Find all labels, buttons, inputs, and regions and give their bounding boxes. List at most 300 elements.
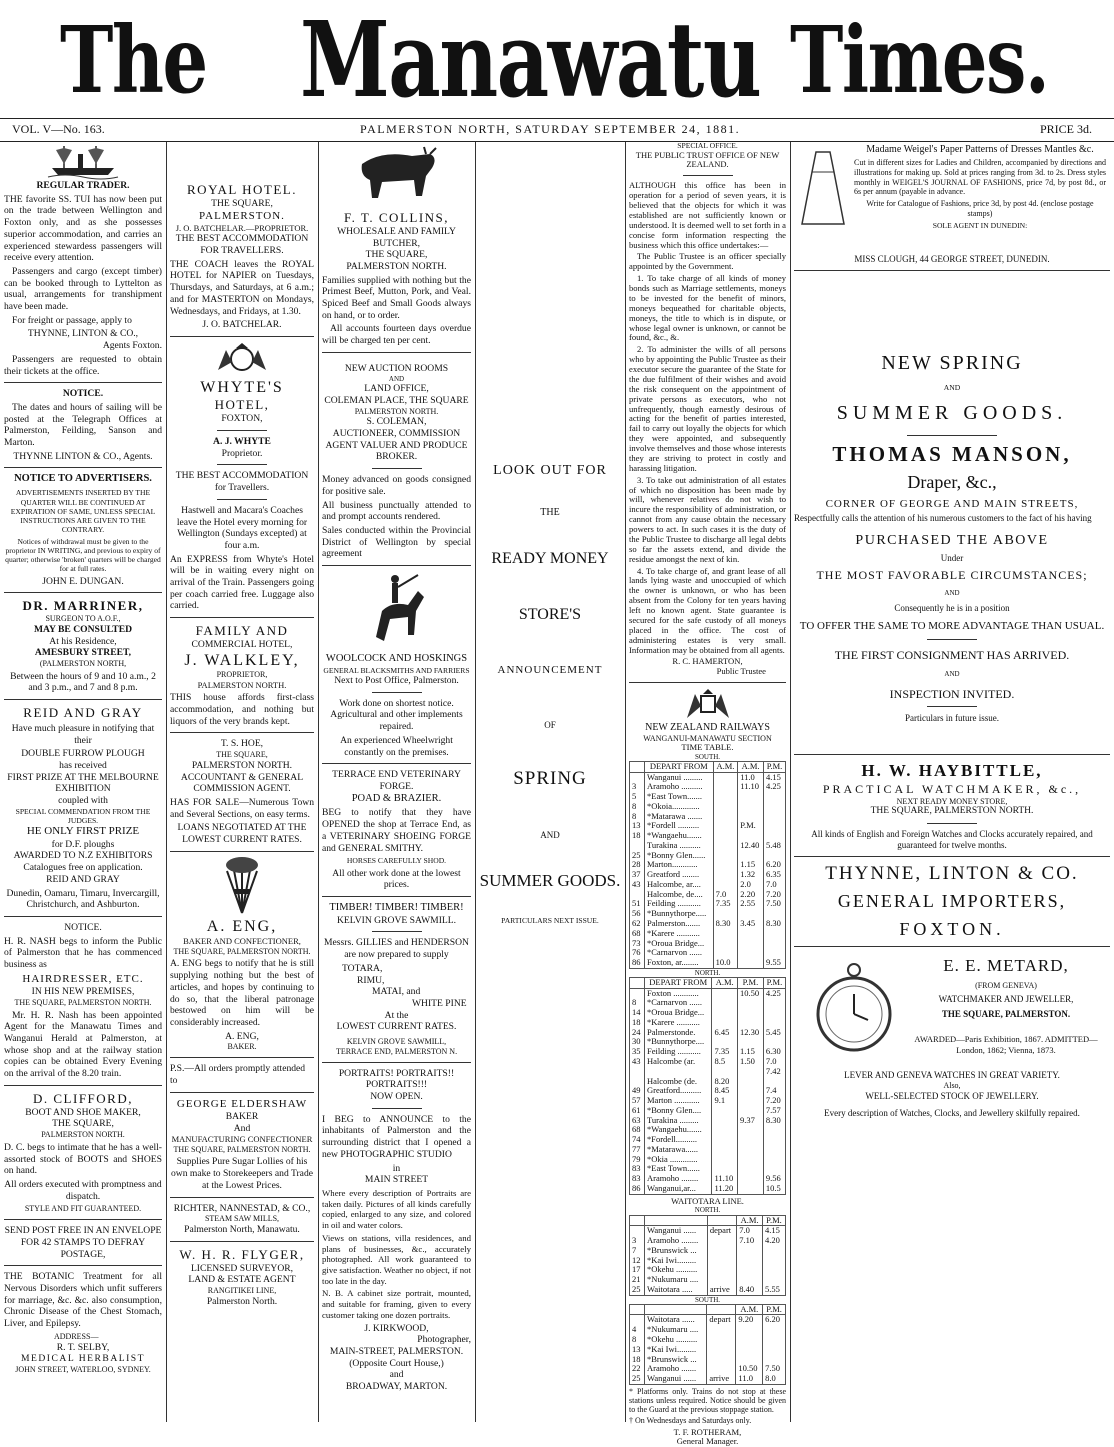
auction-land: LAND OFFICE, [364,383,429,395]
family-text: THIS house affords first-class accommodation, and nothing but liquors of the very brands kept. [170,692,314,727]
timetable-cell [712,1145,738,1155]
reid-catalogues: Catalogues free on application. [23,862,143,874]
timetable-cell: *Okehu .......... [645,1335,707,1345]
timetable-cell [763,1155,785,1165]
timetable-cell: 49 [630,1086,645,1096]
metard-from: (FROM GENEVA) [975,980,1037,990]
timetable-cell: 8.30 [763,1116,785,1126]
woolcock-heading: WOOLCOCK AND HOSKINGS [325,653,468,665]
richter-heading: RICHTER, NANNESTAD, & CO., [173,1202,311,1214]
timetable-cell [712,988,738,998]
col-pm: P.M. [763,1304,786,1315]
timber-text: Messrs. GILLIES and HENDERSON are now prepared to supply [324,937,469,961]
collins-heading: F. T. COLLINS, [343,210,450,225]
reid-towns: Dunedin, Oamaru, Timaru, Invercargill, Christchurch, and Ashburton. [6,887,160,911]
manson-first: THE FIRST CONSIGNMENT HAS ARRIVED. [834,647,1070,662]
timetable-cell [762,1246,785,1256]
reid-coupled: coupled with [58,795,108,807]
hoe-place: PALMERSTON NORTH. [191,759,293,771]
reid-heading: REID AND GRAY [23,705,143,721]
timetable-cell: 18 [630,831,645,841]
timetable-cell: 8 [630,812,645,822]
timetable-cell: Aramoho ........ [645,1236,708,1246]
place-date: PALMERSTON NORTH, SATURDAY SEPTEMBER 24, 1881. [360,122,741,136]
timetable-cell: *Oroua Bridge... [645,1008,712,1018]
portraits-text-3: Views on stations, villa residences, and plans of businesses, &c., accurately photographed. All work guaranteed to give satisfaction. Weather no object, if not too late in the day. [322,1232,471,1286]
timetable-cell: 12.30 [737,1028,763,1038]
botanic-name: R. T. SELBY, [56,1341,110,1353]
timetable-cell: 13 [630,1345,645,1355]
railways-note: * Platforms only. Trains do not stop at these stations unless required. Notice should be given to the Guard at the previous stoppage station. [629,1386,786,1415]
col-pm: P.M. [762,1215,785,1226]
reid-plough: DOUBLE FURROW PLOUGH [21,748,145,760]
timetable-cell [707,1325,736,1335]
timetable-cell [713,821,738,831]
timber-sign: KELVIN GROVE SAWMILL, [346,1037,447,1047]
royal-crest-icon [212,342,272,376]
ready-announcement: ANNOUNCEMENT [497,664,603,677]
timetable-cell [763,1335,786,1345]
timetable-cell: 56 [630,909,645,919]
send-heading: SEND POST FREE IN AN ENVELOPE FOR 42 STAMPS TO DEFRAY POSTAGE, [4,1225,162,1260]
royal-proprietor: J. O. BATCHELAR.—PROPRIETOR. [175,222,309,233]
collins-square: THE SQUARE, [365,249,428,261]
timetable-cell: 8 [630,1335,645,1345]
timetable-cell: 9.1 [712,1096,738,1106]
timetable-cell [707,1246,736,1256]
timetable-cell: Waitotara ...... [645,1315,707,1325]
timetable-cell [707,1345,736,1355]
timetable-cell [712,1155,738,1165]
timetable-cell: *Oroua Bridge... [645,939,714,949]
timetable-cell: 8.20 [712,1077,738,1087]
dress-pattern-icon [798,148,848,228]
timetable-cell: *Okehu .......... [645,1265,708,1275]
ready-and: AND [540,829,560,840]
manson-purchased: PURCHASED THE ABOVE [855,532,1049,548]
timetable-cell: 7.0 [737,1226,763,1236]
timetable-cell [738,958,764,968]
reid-for: for D.F. ploughs [51,838,115,850]
timetable-cell [713,792,738,802]
whyte-text: Hastwell and Macara's Coaches leave the Hotel every morning for Wellington (Sundays excepted) at four a.m. [176,504,308,551]
royal-square: THE SQUARE, [211,197,273,209]
terrace-heading: TERRACE END VETERINARY FORGE. [332,769,461,792]
trader-note: Passengers are requested to obtain their tickets at the office. [4,353,162,377]
masthead-word-manawatu: Manawatu [300,0,761,121]
timetable-cell: *Fordell.......... [645,1135,712,1145]
hoe-text: HAS FOR SALE—Numerous Town and Several Sections, on easy terms. [170,797,314,820]
timetable-cell: Foxton ............ [645,988,712,998]
timetable-cell: 7 [630,1246,645,1256]
eldershaw-baker: BAKER [225,1110,259,1122]
manson-under: Under [940,553,964,564]
timetable-cell: Waitotara ..... [645,1285,708,1295]
timetable-cell: *Carnarvon ...... [645,998,712,1008]
trader-text-2: Passengers and cargo (except timber) can be booked through to Lyttelton as usual, arrangements for transhipment have been made. [4,265,162,313]
timetable-cell: 11.10 [738,782,764,792]
family-place: PALMERSTON NORTH. [197,680,287,690]
metard-also: Also, [943,1080,961,1090]
timetable-cell: 18 [630,1355,645,1365]
portraits-text-2: Where every description of Portraits are taken daily. Pictures of all kinds carefully copied, enlarged to any size, and colored in oil and water colors. [322,1187,471,1231]
timetable-cell [763,1135,785,1145]
timetable-cell: 7.50 [763,1364,786,1374]
timetable-cell: *Karere ........... [645,929,714,939]
richter-place: Palmerston North, Manawatu. [184,1224,300,1236]
timetable-cell: 4.15 [763,772,785,782]
timetable-cell: 68 [630,1125,645,1135]
timetable-cell: 35 [630,1047,645,1057]
nash-square: THE SQUARE, PALMERSTON NORTH. [14,997,152,1007]
woolcock-text-2: An experienced Wheelwright constantly on the premises. [340,734,453,758]
timetable-cell [737,1086,763,1096]
timetable-cell: 6.20 [763,1315,786,1325]
manson-and: AND [944,588,960,597]
timetable-cell: Greatford.......... [645,1086,712,1096]
timetable-cell: 6.45 [712,1028,738,1038]
public-trust-text-4: 2. To administer the wills of all persons who by appointing the Public Trustee as their executor secure the guarantee of the State for the due fulfilment of their wishes and avoid the risk consequent on the appointment of private persons as executors, who not unfrequently, though earnestly desirous of acting for the benefit of parties interested, fail to carry out loyally the objects for which they were appointed, and subsequently involve themselves and those whose interests they are striving to protect in costly and harassing litigation. [629,344,786,473]
timetable-cell: 9.55 [763,958,785,968]
timetable-cell: Halcombe (de. [645,1077,712,1087]
column-1 [4,142,162,1422]
timetable-cell: 3 [630,1236,645,1246]
timetable-cell: 10.50 [737,988,763,998]
timetable-cell: *Nukumaru .... [645,1275,708,1285]
col-pm: P.M. [763,977,785,988]
col-pm: P.M. [763,761,785,772]
timetable-cell: P.M. [738,821,764,831]
timetable-cell: 63 [630,1116,645,1126]
portraits-title: Photographer, [417,1334,471,1346]
timetable-cell: 3 [630,782,645,792]
timetable-cell: 6.35 [763,870,785,880]
timetable-cell [713,870,738,880]
doctor-hours: Between the hours of 9 and 10 a.m., 2 and 3 p.m., and 7 and 8 p.m. [10,670,156,694]
timetable-cell: 11.0 [736,1374,763,1384]
timetable-cell: depart [707,1226,736,1236]
timetable-cell: Palmerstonde. [645,1028,712,1038]
weigel-agent: SOLE AGENT IN DUNEDIN: [932,220,1028,230]
timetable-cell [713,939,738,949]
timetable-cell: 10.50 [736,1364,763,1374]
nash-text-2: Mr. H. R. Nash has been appointed Agent for the Manawatu Times and Wanganui Herald at Palmerston, at whose shop and at the railway station copies can be obtained Every Evening on the arrival of the 8.20 train. [4,1009,162,1080]
summer-goods: SUMMER GOODS. [836,401,1068,424]
railways-sign-2: General Manager. [676,1436,739,1447]
timetable-cell [712,1008,738,1018]
timetable-cell: Wanganui ......... [645,772,714,782]
public-trust-text-2: The Public Trustee is an officer specially appointed by the Government. [629,251,786,272]
whyte-text-2: An EXPRESS from Whyte's Hotel will be in waiting every night on arrival of the Train. Passengers going per coach carried free. Luggage also carried. [170,553,314,612]
public-trust-label: SPECIAL OFFICE. [677,141,738,150]
new-spring: NEW SPRING [881,351,1023,374]
timetable-cell: 4.20 [762,1236,785,1246]
timetable-cell [737,1246,763,1256]
royal-place: PALMERSTON. [199,209,285,222]
waitotara-north: NORTH. [694,1206,721,1215]
south-timetable [629,761,786,969]
timetable-cell: 83 [630,1174,645,1184]
public-trust-text-5: 3. To take out administration of all estates of which no disposition has been made by will, whenever relatives do not wish to incure the responsibility of administration, or cannot from any cause obtain the necessary powers to act. In such cases it is the duty of the Public Trustee to discharge all legal debts so far the assets extend, and divide the residue amongst the next of kin. [629,474,786,564]
timetable-cell [713,841,738,851]
trader-heading: REGULAR TRADER. [36,180,130,191]
timetable-cell [737,1174,763,1184]
woolcock-sub: GENERAL BLACKSMITHS AND FARRIERS [323,665,470,675]
coat-of-arms-icon [683,688,733,720]
column-rule [625,142,626,1422]
public-trust-text: ALTHOUGH this office has been in operation for a period of seven years, it is believed that the objects for which it was established are not sufficiently known or understood. It is deemed well to set forth in a concise form information respecting the business which this office undertakes:— [629,180,786,250]
timetable-cell: 1.15 [737,1047,763,1057]
timetable-cell: *Wangaehu....... [645,831,714,841]
railways-timetable: TIME TABLE. [681,741,734,752]
timetable-cell [707,1355,736,1365]
nash-premises: IN HIS NEW PREMISES, [31,986,135,998]
portraits-heading: PORTRAITS! PORTRAITS!! PORTRAITS!!! [338,1067,455,1091]
notice-heading: NOTICE. [62,388,104,400]
collins-text: Families supplied with nothing but the Primest Beef, Mutton, Pork, and Veal. Spiced Beef and Small Goods always on hand, or to order. [322,274,471,321]
terrace-name: POAD & BRAZIER. [351,792,442,804]
timetable-cell: 79 [630,1155,645,1165]
botanic-title: MEDICAL HERBALIST [20,1353,145,1365]
timetable-cell: 74 [630,1135,645,1145]
timetable-cell [737,1265,763,1275]
portraits-opposite: (Opposite Court House,) [349,1357,444,1369]
timetable-cell: 1.32 [738,870,764,880]
family-name: J. WALKLEY, [184,651,300,669]
metard-award: AWARDED—Paris Exhibition, 1867. ADMITTED—London, 1862; Vienna, 1873. [914,1034,1098,1055]
timetable-cell [738,792,764,802]
timber-white: WHITE PINE [412,997,467,1009]
timetable-cell: *Matarawa...... [645,1145,712,1155]
whyte-heading: WHYTE'S [200,378,284,396]
timetable-cell: 37 [630,870,645,880]
column-3 [322,142,471,1422]
timetable-cell: Feilding ........... [645,1047,712,1057]
timetable-cell: Foxton, ar........ [645,958,714,968]
timetable-cell: 18 [630,1018,645,1028]
clifford-text: D. C. begs to intimate that he has a well-assorted stock of BOOTS and SHOES on hand. [4,1141,162,1177]
metard-title: WATCHMAKER AND JEWELLER, [938,994,1074,1005]
auction-and: AND [388,374,405,383]
timetable-cell [763,802,785,812]
flyger-heading: W. H. R. FLYGER, [179,1246,305,1262]
ready-summer: SUMMER GOODS. [479,870,621,890]
manson-heading: THOMAS MANSON, [832,442,1072,466]
royal-best: THE BEST ACCOMMODATION FOR TRAVELLERS. [175,233,309,257]
timetable-cell: 86 [630,1184,645,1194]
hoe-title: ACCOUNTANT & GENERAL COMMISSION AGENT. [180,771,304,795]
timetable-cell: Greatford ........ [645,870,714,880]
portraits-and: and [389,1369,404,1381]
timetable-cell: Wanganui ...... [645,1374,707,1384]
timetable-cell: 77 [630,1145,645,1155]
wheatsheaf-icon [217,857,267,915]
timetable-cell: 7.0 [763,880,785,890]
weigel-text-2: Write for Catalogue of Fashions, price 3d, by post 4d. (enclose postage stamps) [866,199,1094,218]
flyger-line: RANGITIKEI LINE, [207,1286,277,1295]
col-am: A.M. [738,761,764,772]
collins-sub: WHOLESALE AND FAMILY BUTCHER, [337,225,456,249]
timetable-cell [763,821,785,831]
timetable-cell: *Bunnythorpe..... [645,909,714,919]
new-and: AND [943,383,961,393]
timetable-cell: 14 [630,1008,645,1018]
timetable-cell: 7.35 [713,899,738,909]
terrace-text-2: All other work done at the lowest prices. [332,867,461,891]
timetable-cell [630,1067,645,1077]
timetable-cell: 5.55 [762,1285,785,1295]
timetable-cell: Wanganui ...... [645,1226,708,1236]
timetable-cell: 6.20 [763,860,785,870]
column-rule [166,142,167,1422]
terrace-horses: HORSES CAREFULLY SHOD. [346,856,447,866]
timetable-cell: Aramoho .......... [645,782,714,792]
auction-text-2: All business punctually attended to and prompt accounts rendered. [322,499,471,523]
north-timetable [629,977,786,1195]
haybittle-square: THE SQUARE, PALMERSTON NORTH. [870,806,1034,817]
auction-title: AUCTIONEER, COMMISSION AGENT VALUER AND PRODUCE BROKER. [325,427,468,463]
timetable-cell: 2.20 [738,890,764,900]
public-trust-title: THE PUBLIC TRUST OFFICE OF NEW ZEALAND. [635,149,780,170]
reid-received: has received [59,760,107,772]
timetable-cell [763,792,785,802]
clifford-heading: D. CLIFFORD, [33,1090,133,1106]
timetable-cell [713,860,738,870]
col-am: A.M. [737,1215,763,1226]
timetable-cell: 61 [630,1106,645,1116]
timetable-cell [737,1008,763,1018]
botanic-address: ADDRESS— [54,1331,99,1341]
timetable-cell: 10.5 [763,1184,785,1194]
ready-spring: SPRING [513,767,587,789]
column-4 [479,142,621,1422]
botanic-street: JOHN STREET, WATERLOO, SYDNEY. [15,1364,151,1374]
timetable-cell: 9.20 [736,1315,763,1325]
timetable-cell [713,782,738,792]
portraits-text: I BEG to ANNOUNCE to the inhabitants of Palmerston and the surrounding district that I opened a new PHOTOGRAPHIC STUDIO [322,1113,471,1160]
timetable-cell [737,1256,763,1266]
col-depart: DEPART FROM [645,977,712,988]
col-pm: P.M. [737,977,763,988]
timetable-cell: Halcombe (ar. [645,1057,712,1067]
railways-section: WANGANUI-MANAWATU SECTION [643,733,772,743]
timber-rimu: RIMU, [357,974,385,986]
timetable-cell: *East Town...... [645,1164,712,1174]
timetable-cell [763,1008,785,1018]
masthead-word-the: The [60,6,207,114]
timetable-cell: 8.30 [713,919,738,929]
col-am: A.M. [712,977,738,988]
timetable-cell [737,1145,763,1155]
auction-text: Money advanced on goods consigned for positive sale. [322,474,471,497]
timetable-cell [737,998,763,1008]
waitotara-heading: WAITOTARA LINE. [671,1195,744,1206]
timber-mill: KELVIN GROVE SAWMILL. [336,914,457,926]
family-prop: PROPRIETOR, [216,670,268,680]
timetable-cell [738,948,764,958]
column-rule [790,142,791,1422]
timetable-cell: Aramoho ....... [645,1364,707,1374]
timetable-cell [737,1164,763,1174]
timetable-cell: 1.15 [738,860,764,870]
timetable-cell [713,812,738,822]
timetable-cell: *Matarawa ....... [645,812,714,822]
timetable-cell [707,1335,736,1345]
timetable-row [630,958,786,968]
timetable-cell: 7.10 [737,1236,763,1246]
timetable-cell: 76 [630,948,645,958]
whyte-name: A. J. WHYTE [213,436,271,448]
metard-stock: WELL-SELECTED STOCK OF JEWELLERY. [865,1090,1039,1101]
timetable-cell [737,1184,763,1194]
manson-favorable: THE MOST FAVORABLE CIRCUMSTANCES; [816,567,1088,582]
timetable-cell [707,1265,736,1275]
public-trust-text-3: 1. To take charge of all kinds of money bonds such as Marriage settlements, moneys to be invested for the benefit of minors, moneys bequeathed for charitable objects, moneys, the title to which is in dispute, or whose legal owner is unknown, or cannot be found, &c., &. [629,273,786,343]
timetable-cell: 8.5 [712,1057,738,1067]
timetable-cell: 8.0 [763,1374,786,1384]
notice-sign: THYNNE LINTON & CO., Agents. [13,450,153,462]
manson-consequently: Consequently he is in a position [894,603,1010,614]
clifford-place: PALMERSTON NORTH. [41,1130,125,1140]
eldershaw-heading: GEORGE ELDERSHAW [176,1097,308,1110]
collins-text-2: All accounts fourteen days overdue will be charged ten per cent. [322,323,471,347]
thynne-foxton: FOXTON. [899,919,1005,940]
doctor-consult: MAY BE CONSULTED [33,623,133,635]
timetable-cell: 24 [630,1028,645,1038]
nash-heading: NOTICE. [64,922,102,933]
auction-pn: PALMERSTON NORTH. [354,406,439,416]
timetable-cell: 8 [630,802,645,812]
manson-inspection: INSPECTION INVITED. [889,686,1015,701]
timetable-cell: 30 [630,1037,645,1047]
bull-icon [352,144,442,208]
eng-sub: BAKER AND CONFECTIONER, [183,936,301,947]
col-am: A.M. [736,1304,763,1315]
timetable-cell: 7.20 [763,1096,785,1106]
timetable-cell: 57 [630,1096,645,1106]
masthead-word-times: Times. [790,6,1049,114]
family-heading-2: COMMERCIAL HOTEL, [191,639,293,651]
timetable-cell [712,1135,738,1145]
timetable-cell [737,1067,763,1077]
timetable-cell [713,831,738,841]
doctor-sub: SURGEON TO A.O.F., [45,614,121,624]
timetable-cell: *Kai Iwi......... [645,1256,708,1266]
manson-draper: Draper, &c., [907,471,997,492]
timetable-cell: 7.20 [763,890,785,900]
whyte-best: THE BEST ACCOMMODATION for Travellers. [175,470,309,494]
timetable-cell: *Wangaehu....... [645,1125,712,1135]
timetable-cell: 17 [630,1265,645,1275]
timetable-cell [737,1096,763,1106]
timetable-cell [763,939,785,949]
portraits-name: J. KIRKWOOD, [364,1322,429,1334]
nash-trade: HAIRDRESSER, ETC. [22,972,144,985]
weigel-text: Cut in different sizes for Ladies and Children, accompanied by directions and illustrations for making up. Sold at prices ranging from 3d. to 2s. Dress styles monthly in WEIGEL'S JOURNAL OF FASHIONS, price 7d, by post 8d., or 6s per annum (payable in advance. [854,158,1106,197]
timetable-cell: 8.30 [763,919,785,929]
haybittle-text: All kinds of English and Foreign Watches and Clocks accurately repaired, and guaranteed for twelve months. [811,828,1093,850]
clifford-square: THE SQUARE, [52,1118,114,1130]
ready-of: OF [544,719,556,730]
timetable-cell: 7.4 [763,1086,785,1096]
doctor-street: AMESBURY STREET, [34,647,132,659]
advertisers-text: ADVERTISEMENTS INSERTED BY THE QUARTER WILL BE CONTINUED AT EXPIRATION OF SAME, UNLESS SPECIAL INSTRUCTIONS ARE GIVEN TO THE CONTRARY. [10,488,156,535]
timetable-cell [763,929,785,939]
timetable-cell [737,1135,763,1145]
eng-heading: A. ENG, [206,917,278,935]
nash-text: H. R. NASH begs to inform the Public of Palmerston that he has commenced business as [4,935,162,971]
weigel-miss: MISS CLOUGH, 44 GEORGE STREET, DUNEDIN. [854,254,1050,264]
